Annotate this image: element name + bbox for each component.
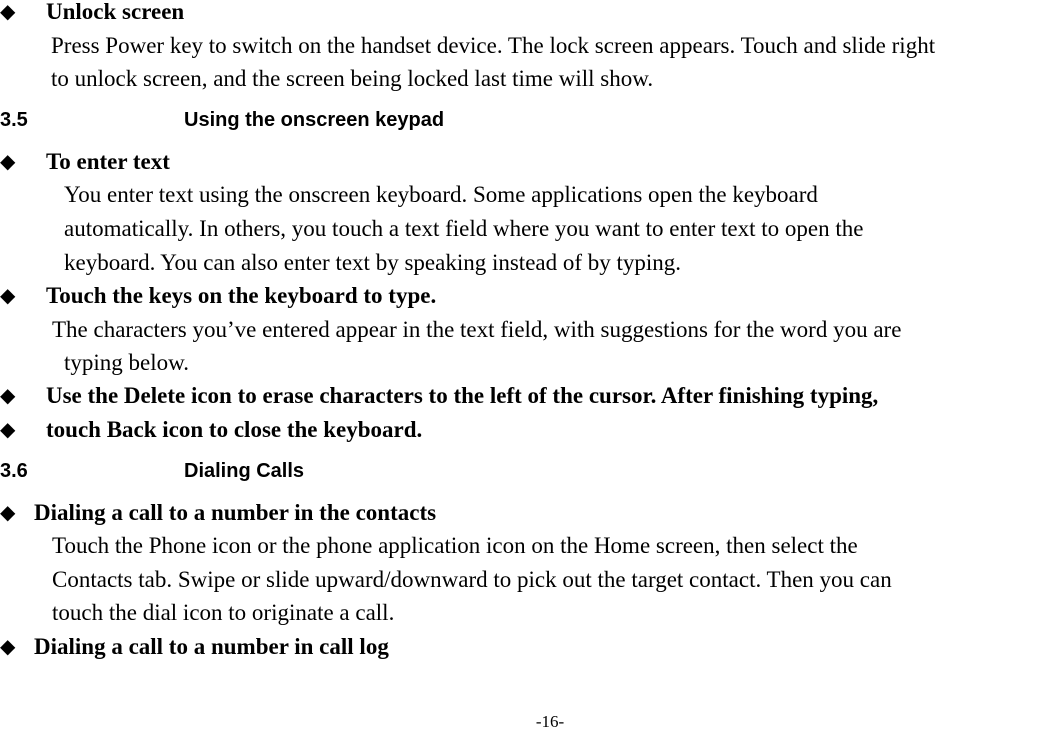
diamond-bullet-icon: ◆ — [0, 634, 16, 658]
diamond-bullet-icon: ◆ — [0, 149, 16, 173]
diamond-bullet-icon: ◆ — [0, 283, 16, 307]
enter-text-heading: To enter text — [46, 149, 170, 174]
section-3-5-number: 3.5 — [0, 109, 28, 131]
dial-contacts-heading: Dialing a call to a number in the contacts — [34, 500, 437, 525]
section-3-6-number: 3.6 — [0, 460, 28, 482]
dial-log-heading: Dialing a call to a number in call log — [34, 634, 389, 659]
dial-contacts-line-2: Contacts tab. Swipe or slide upward/downward to pick out the target contact. Then you can — [52, 567, 892, 592]
diamond-bullet-icon: ◆ — [0, 500, 16, 524]
touch-keys-line-2: typing below. — [64, 350, 189, 375]
section-3-5-title: Using the onscreen keypad — [184, 109, 445, 131]
back-icon-heading: touch Back icon to close the keyboard. — [46, 417, 423, 442]
unlock-line-1: Press Power key to switch on the handset device. The lock screen appears. Touch and slide right — [51, 33, 936, 58]
unlock-screen-heading: Unlock screen — [46, 0, 185, 24]
enter-text-line-1: You enter text using the onscreen keyboard. Some applications open the keyboard — [64, 182, 818, 207]
enter-text-line-2: automatically. In others, you touch a text field where you want to enter text to open the — [64, 216, 864, 241]
diamond-bullet-icon: ◆ — [0, 0, 16, 23]
touch-keys-heading: Touch the keys on the keyboard to type. — [46, 283, 437, 308]
delete-icon-heading: Use the Delete icon to erase characters to the left of the cursor. After finishing typing, — [46, 383, 879, 408]
diamond-bullet-icon: ◆ — [0, 417, 16, 441]
section-3-6-title: Dialing Calls — [184, 460, 305, 482]
dial-contacts-line-3: touch the dial icon to originate a call. — [52, 600, 395, 625]
dial-contacts-line-1: Touch the Phone icon or the phone application icon on the Home screen, then select the — [52, 533, 858, 558]
diamond-bullet-icon: ◆ — [0, 383, 16, 407]
touch-keys-line-1: The characters you’ve entered appear in the text field, with suggestions for the word you are — [52, 317, 902, 342]
enter-text-line-3: keyboard. You can also enter text by speaking instead of by typing. — [64, 250, 682, 275]
page-number: -16- — [535, 712, 565, 731]
unlock-line-2: to unlock screen, and the screen being locked last time will show. — [51, 66, 654, 91]
